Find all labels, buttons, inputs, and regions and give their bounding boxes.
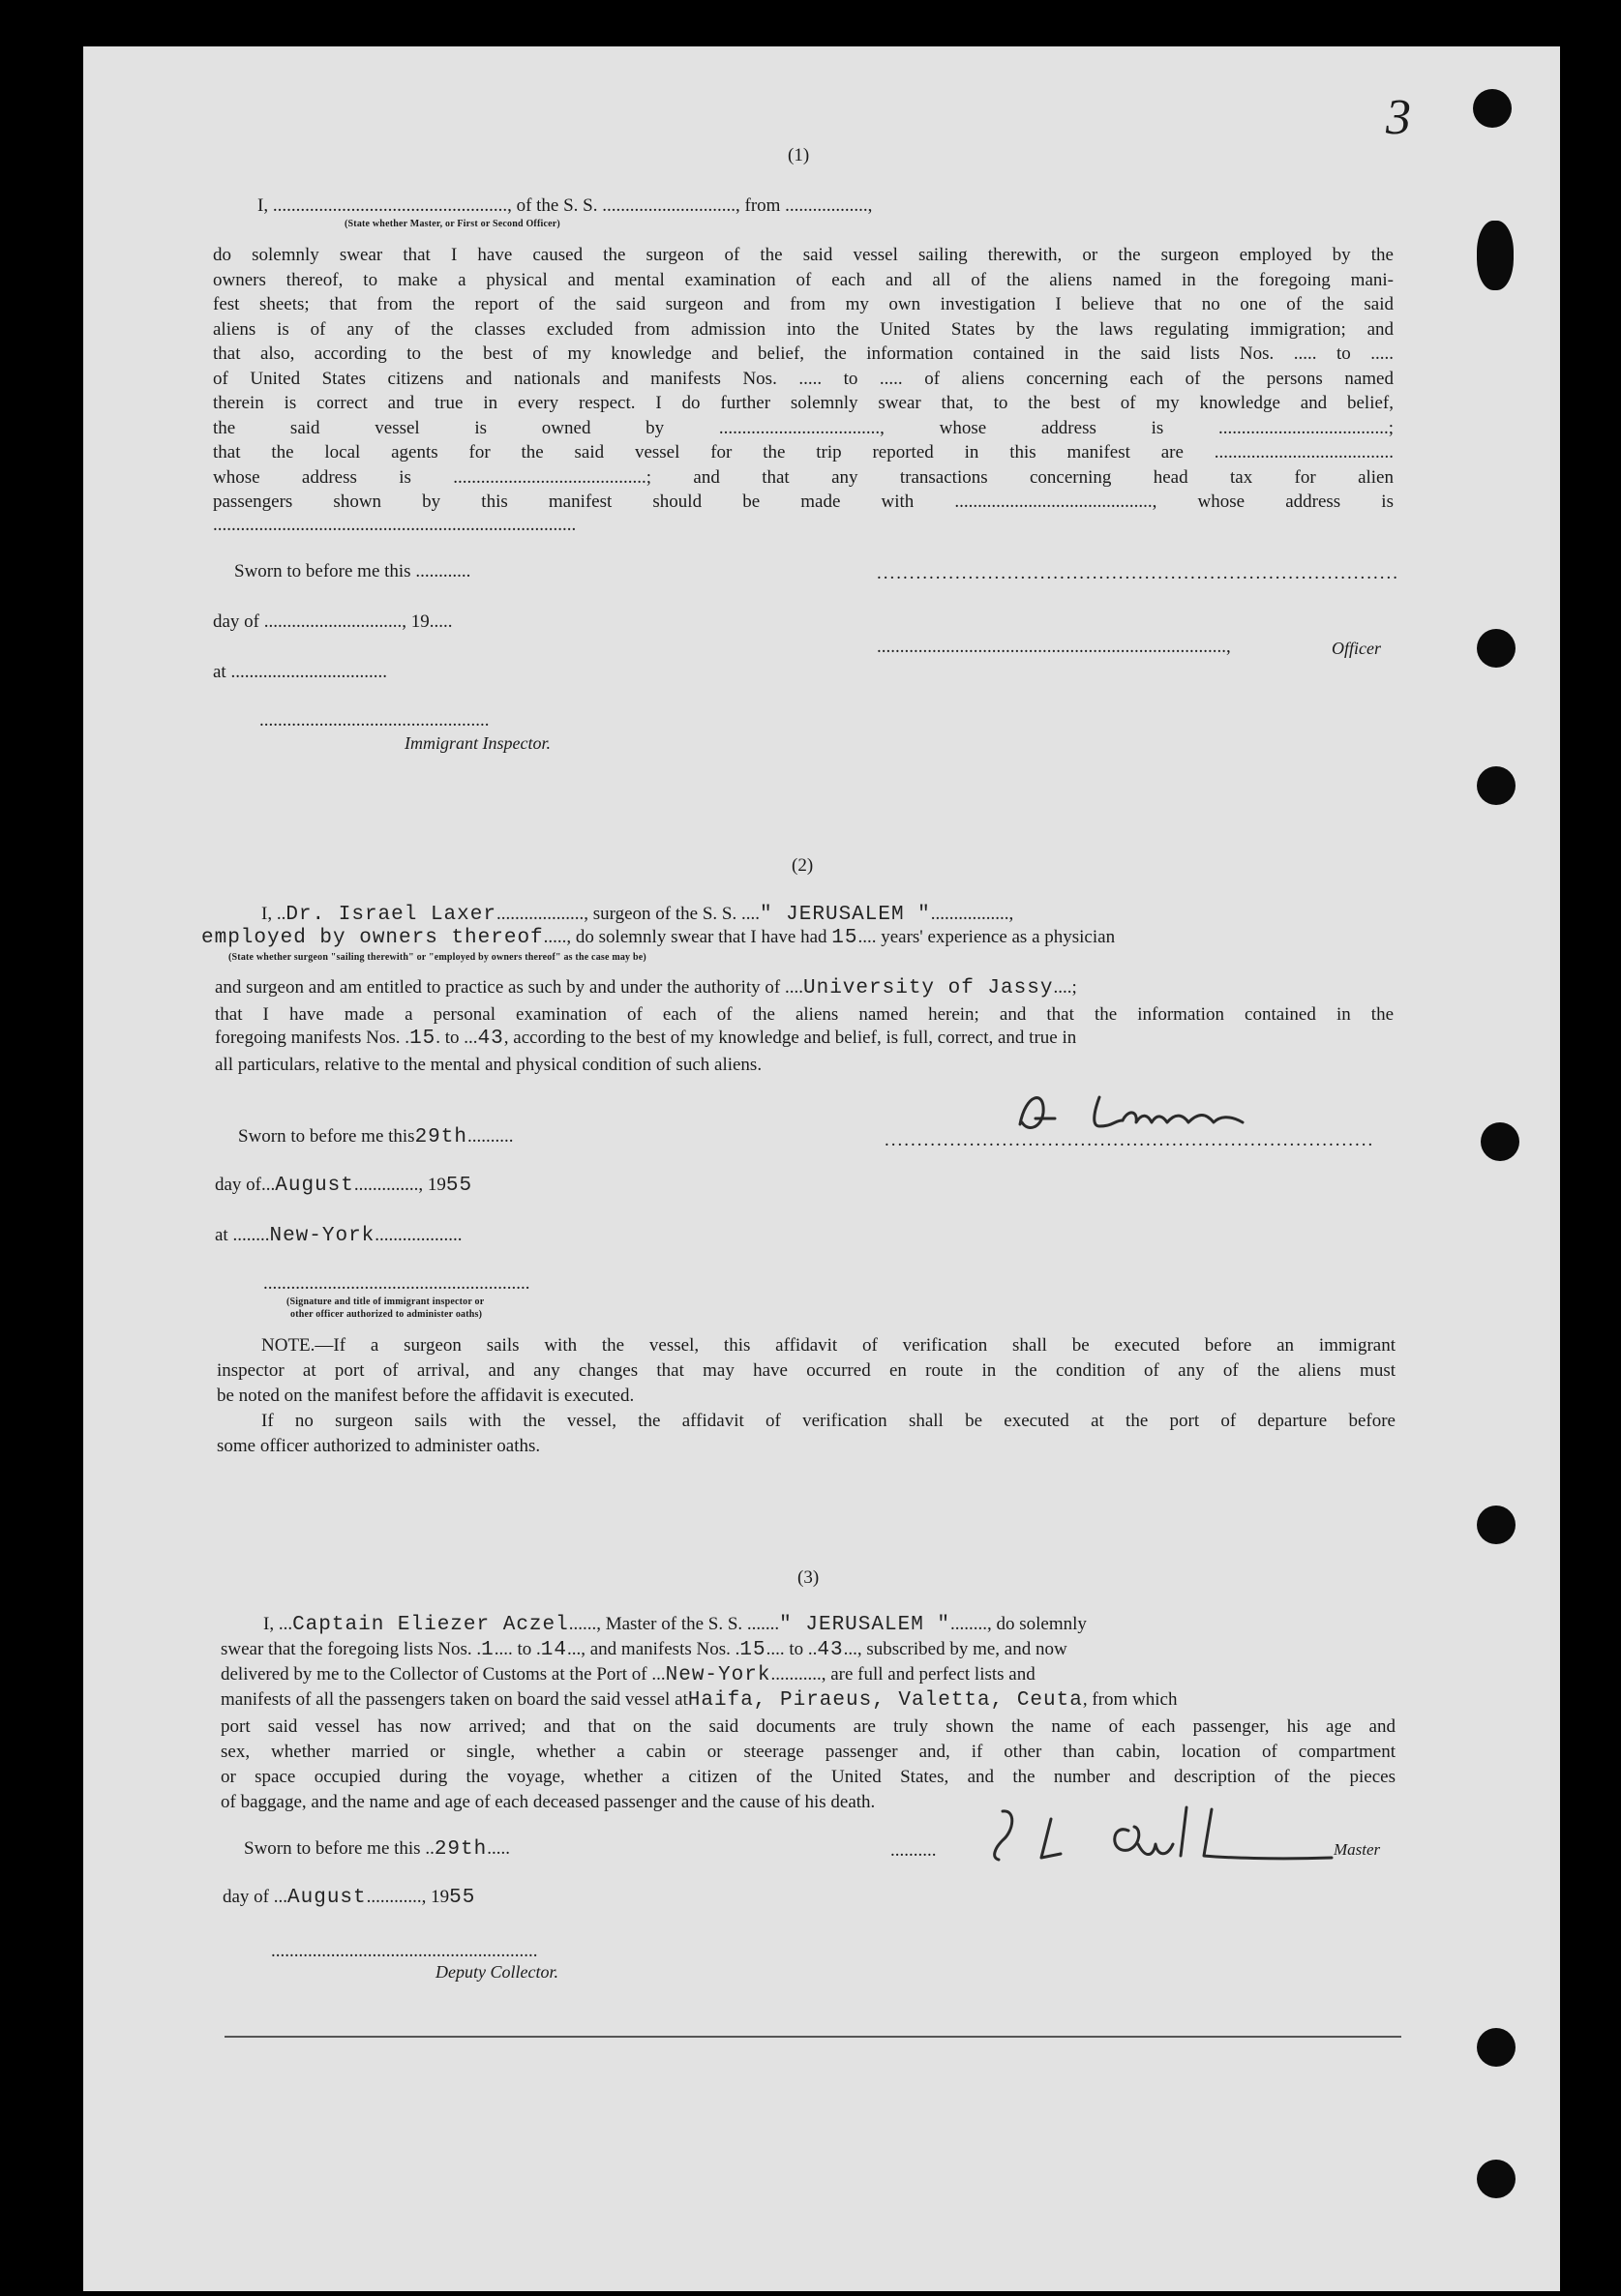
text: I, ... xyxy=(263,1614,293,1634)
text-line: owners thereof, to make a physical and mental examination of each and all of the aliens named in the foregoing mani- xyxy=(213,270,1394,290)
employment-line xyxy=(201,927,1115,949)
authority-line xyxy=(215,977,1077,999)
officer-line: ............................................................................, xyxy=(877,637,1231,657)
day-of-line xyxy=(223,1887,475,1909)
signature-note: (Signature and title of immigrant inspector or xyxy=(286,1297,485,1307)
port-line xyxy=(221,1664,1036,1686)
inspector-signature-line: .......................................................... xyxy=(263,1273,530,1294)
text: , according to the best of my knowledge and belief, is full, correct, and true in xyxy=(503,1028,1077,1048)
text: ....; xyxy=(1053,977,1077,998)
text: foregoing manifests Nos. . xyxy=(215,1028,410,1048)
text-line: passengers shown by this manifest should be made with ..........................................., whose address is xyxy=(213,492,1394,512)
surgeon-line xyxy=(261,904,1013,926)
day-of-line: day of .............................., 19..... xyxy=(213,611,453,632)
text-line: that also, according to the best of my knowledge and belief, the information contained in the said lists Nos. ..... to ..... xyxy=(213,343,1394,364)
list-to: 14 xyxy=(540,1639,567,1661)
note-line: inspector at port of arrival, and any changes that may have occurred en route in the condition of any of the aliens must xyxy=(217,1360,1396,1381)
text: ..... xyxy=(487,1838,510,1859)
year: 55 xyxy=(449,1887,476,1909)
text-line: port said vessel has now arrived; and that on the said documents are truly shown the name of each passenger, his age and xyxy=(221,1716,1396,1737)
ports-line xyxy=(221,1689,1177,1712)
text: ..........., are full and perfect lists and xyxy=(770,1664,1036,1685)
text: .............., 19 xyxy=(353,1175,446,1195)
text-line: whose address is ..........................................; and that any transactions concerning head tax for alien xyxy=(213,467,1394,488)
officer-signature-line: ................................................................................ xyxy=(877,563,1399,583)
punch-hole xyxy=(1477,1506,1516,1544)
text-line: sex, whether married or single, whether a cabin or steerage passenger and, if other than cabin, location of compartment xyxy=(221,1742,1396,1762)
signature-note: other officer authorized to administer oaths) xyxy=(290,1309,483,1320)
text-line: or space occupied during the voyage, whether a citizen of the United States, and the number and description of the pieces xyxy=(221,1767,1396,1787)
punch-hole xyxy=(1477,2160,1516,2198)
master-name: Captain Eliezer Aczel xyxy=(292,1614,569,1636)
text: ..................., surgeon of the S. S. .... xyxy=(495,904,760,924)
text: .......... xyxy=(467,1126,514,1147)
text: ................., xyxy=(930,904,1014,924)
note-line: be noted on the manifest before the affidavit is executed. xyxy=(217,1386,635,1406)
manifest-from: 15 xyxy=(409,1028,436,1050)
section1-line1: I, ..................................................., of the S. S. ............................., from .................., xyxy=(257,195,873,216)
text: , from which xyxy=(1082,1689,1178,1710)
lists-line xyxy=(221,1639,1067,1661)
text: .... to .. xyxy=(765,1639,818,1659)
deputy-signature-line: .......................................................... xyxy=(271,1941,538,1961)
text-line: that the local agents for the said vessel for the trip reported in this manifest are ....................................... xyxy=(213,442,1394,462)
text: ..., and manifests Nos. . xyxy=(566,1639,740,1659)
corner-mark: 3 xyxy=(1386,90,1411,145)
section-number: (3) xyxy=(797,1567,820,1588)
text: day of ... xyxy=(223,1887,288,1907)
punch-hole xyxy=(1477,221,1514,290)
years-experience: 15 xyxy=(831,927,858,949)
text: ....., do solemnly swear that I have had xyxy=(543,927,827,947)
punch-hole xyxy=(1477,2028,1516,2067)
port: New-York xyxy=(665,1664,771,1686)
text: Sworn to before me this xyxy=(238,1126,415,1147)
ship-name: " JERUSALEM " xyxy=(759,904,931,926)
university: University of Jassy xyxy=(803,977,1054,999)
text: delivered by me to the Collector of Customs at the Port of ... xyxy=(221,1664,666,1685)
text-line: all particulars, relative to the mental and physical condition of such aliens. xyxy=(215,1055,763,1075)
day-of-line xyxy=(215,1175,472,1197)
text-line: the said vessel is owned by ..................................., whose address is .....................................; xyxy=(213,418,1394,438)
employment-note: (State whether surgeon "sailing therewith" or "employed by owners thereof" as the case may be) xyxy=(228,952,646,963)
section-number: (1) xyxy=(788,145,810,165)
ship-name: " JERUSALEM " xyxy=(779,1614,950,1636)
place: New-York xyxy=(269,1225,375,1247)
master-line xyxy=(263,1614,1087,1636)
text: ..., subscribed by me, and now xyxy=(843,1639,1067,1659)
at-line xyxy=(215,1225,463,1247)
master-label: Master xyxy=(1334,1840,1381,1859)
text: manifests of all the passengers taken on board the said vessel at xyxy=(221,1689,688,1710)
text: ............, 19 xyxy=(366,1887,450,1907)
month: August xyxy=(275,1175,354,1197)
officer-label: Officer xyxy=(1332,639,1381,658)
text: I, .. xyxy=(261,904,286,924)
text: .... to . xyxy=(494,1639,541,1659)
note-line: If no surgeon sails with the vessel, the affidavit of verification shall be executed at the port of departure before xyxy=(261,1411,1396,1431)
divider-line xyxy=(225,2036,1401,2038)
manifest-from: 15 xyxy=(739,1639,766,1661)
inspector-label: Immigrant Inspector. xyxy=(405,733,551,753)
text: day of... xyxy=(215,1175,276,1195)
text-line: aliens is of any of the classes excluded from admission into the United States by the laws regulating immigration; and xyxy=(213,319,1394,340)
surgeon-signature xyxy=(1006,1084,1297,1142)
text-line: do solemnly swear that I have caused the surgeon of the said vessel sailing therewith, or the surgeon employed by the xyxy=(213,245,1394,265)
manifest-to: 43 xyxy=(817,1639,844,1661)
punch-hole xyxy=(1481,1122,1519,1161)
inspector-signature-line: .................................................. xyxy=(259,710,490,731)
text: at ........ xyxy=(215,1225,270,1245)
sworn-day: 29th xyxy=(414,1126,467,1148)
surgeon-signature-line: ........................................................................... xyxy=(885,1130,1375,1150)
punch-hole xyxy=(1473,89,1512,128)
text-line: that I have made a personal examination of each of the aliens named herein; and that the information contained in the xyxy=(215,1004,1394,1025)
punch-hole xyxy=(1477,766,1516,805)
deputy-label: Deputy Collector. xyxy=(435,1962,558,1982)
sworn-day: 29th xyxy=(434,1838,488,1861)
text-line: of baggage, and the name and age of each deceased passenger and the cause of his death. xyxy=(221,1792,876,1812)
section1-note: (State whether Master, or First or Second Officer) xyxy=(345,219,560,229)
year: 55 xyxy=(445,1175,473,1197)
surgeon-name: Dr. Israel Laxer xyxy=(285,904,496,926)
sworn-line: Sworn to before me this ............ xyxy=(234,561,471,581)
text: and surgeon and am entitled to practice as such by and under the authority of .... xyxy=(215,977,803,998)
manifest-numbers-line xyxy=(215,1028,1076,1050)
text: ......, Master of the S. S. ....... xyxy=(568,1614,780,1634)
at-line: at .................................. xyxy=(213,662,387,682)
text-line: ............................................................................... xyxy=(213,515,577,535)
note-line: some officer authorized to administer oaths. xyxy=(217,1436,541,1456)
text: . to ... xyxy=(435,1028,478,1048)
text: .... years' experience as a physician xyxy=(857,927,1116,947)
punch-hole xyxy=(1477,629,1516,668)
master-signature xyxy=(983,1802,1341,1869)
ports-of-call: Haifa, Piraeus, Valetta, Ceuta xyxy=(687,1689,1083,1712)
note-line: NOTE.—If a surgeon sails with the vessel, this affidavit of verification shall be executed before an immigrant xyxy=(261,1335,1396,1356)
text-line: of United States citizens and nationals and manifests Nos. ..... to ..... of aliens concerning each of the persons named xyxy=(213,369,1394,389)
text: Sworn to before me this .. xyxy=(244,1838,435,1859)
text-line: fest sheets; that from the report of the said surgeon and from my own investigation I believe that no one of the said xyxy=(213,294,1394,314)
sworn-line xyxy=(244,1838,510,1861)
text: ........, do solemnly xyxy=(950,1614,1087,1634)
sworn-line xyxy=(238,1126,514,1148)
text: swear that the foregoing lists Nos. . xyxy=(221,1639,482,1659)
section-number: (2) xyxy=(792,855,814,876)
text: ................... xyxy=(375,1225,463,1245)
list-from: 1 xyxy=(481,1639,495,1661)
month: August xyxy=(287,1887,367,1909)
employment-type: employed by owners thereof xyxy=(201,927,544,949)
manifest-to: 43 xyxy=(477,1028,504,1050)
text-line: therein is correct and true in every respect. I do further solemnly swear that, to the best of my knowledge and belief, xyxy=(213,393,1394,413)
master-signature-line: .......... xyxy=(890,1840,937,1861)
